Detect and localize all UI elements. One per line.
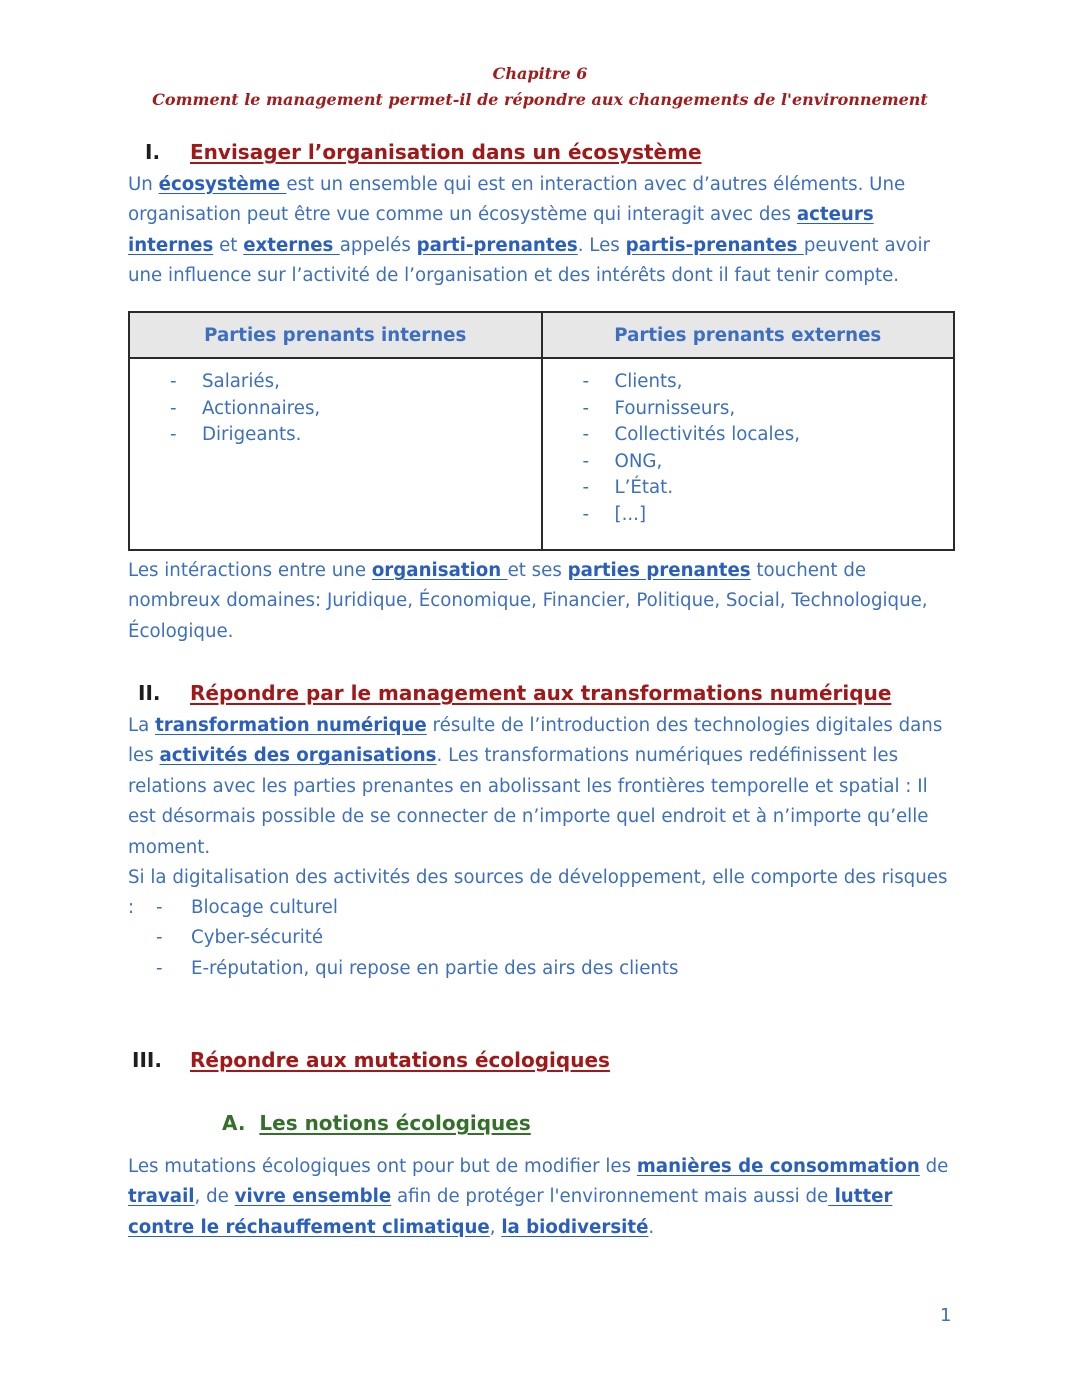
term-externes: externes xyxy=(243,234,340,256)
text: touchent de nombreux domaines: Juridique, Économique, Financier, Politique, Social, Technologique, Écologique. xyxy=(128,560,928,642)
list-item: - ONG, xyxy=(583,449,954,476)
section-3-paragraph xyxy=(128,1152,958,1243)
chapter-title: Comment le management permet-il de répondre aux changements de l'environnement xyxy=(152,90,928,109)
list-item: - L’État. xyxy=(583,475,954,502)
list-item: - Dirigeants. xyxy=(170,422,541,449)
term-activites-organisations: activités des organisations xyxy=(159,745,437,767)
text: et xyxy=(213,234,244,256)
text: . Les transformations numériques redéfinissent les relations avec les parties prenantes en abolissant les frontières temporelle et spatial : Il est désormais possible de se connecter de n’importe quel endroit et à n’importe qu’elle moment. xyxy=(128,745,929,858)
subsection-a-number: A. xyxy=(222,1111,246,1135)
section-3-heading xyxy=(128,1048,610,1072)
section-1-title: Envisager l’organisation dans un écosystème xyxy=(190,140,702,164)
term-organisation: organisation xyxy=(371,560,508,581)
header-internal: Parties prenants internes xyxy=(129,312,542,358)
term-parti-prenantes: parti-prenantes xyxy=(416,234,578,256)
list-item: - Actionnaires, xyxy=(170,396,541,423)
risks-intro: Si la digitalisation des activités des sources de développement, elle comporte des risques : xyxy=(128,867,948,919)
section-2-paragraph xyxy=(128,711,958,863)
page-number: 1 xyxy=(940,1305,952,1326)
list-item: - Collectivités locales, xyxy=(583,422,954,449)
term-partis-prenantes: partis-prenantes xyxy=(625,234,804,256)
section-2-heading xyxy=(128,681,891,705)
term-acteurs-internes: acteurs internes xyxy=(128,204,874,256)
list-item: - E-réputation, qui repose en partie des airs des clients xyxy=(156,954,679,984)
risks-list xyxy=(156,893,679,984)
text: . xyxy=(648,1216,655,1238)
list-item: - Cyber-sécurité xyxy=(156,923,679,953)
text: , xyxy=(489,1216,502,1238)
term-biodiversite: la biodiversité xyxy=(501,1216,649,1238)
stakeholders-table xyxy=(128,311,955,551)
text: La xyxy=(128,715,156,736)
term-ecosysteme: écosystème xyxy=(158,174,287,195)
text: . Les xyxy=(577,234,626,256)
term-travail: travail xyxy=(128,1186,195,1208)
text: peuvent avoir une influence sur l’activité de l’organisation et des intérêts dont il faut tenir compte. xyxy=(128,234,931,287)
section-2-number: II. xyxy=(138,681,161,705)
section-1-number: I. xyxy=(145,140,161,164)
list-item: - Fournisseurs, xyxy=(583,396,954,423)
list-item: - Blocage culturel xyxy=(156,893,679,923)
text: Un xyxy=(128,174,159,195)
text: , de xyxy=(194,1186,235,1208)
list-item: - [...] xyxy=(583,502,954,529)
text: Les mutations écologiques ont pour but de modifier les xyxy=(128,1156,637,1177)
text: est un ensemble qui est en interaction avec d’autres éléments. Une organisation peut être vue comme un écosystème qui interagit avec des xyxy=(128,174,906,226)
external-cell xyxy=(542,358,955,550)
text: et ses xyxy=(507,560,568,581)
section-3-title: Répondre aux mutations écologiques xyxy=(190,1048,610,1072)
text: de xyxy=(919,1156,949,1177)
interactions-paragraph xyxy=(128,556,958,647)
text: afin de protéger l'environnement mais aussi de xyxy=(391,1186,829,1208)
internal-cell xyxy=(129,358,542,550)
term-rechauffement: lutter contre le réchauffement climatique xyxy=(128,1186,893,1238)
text: résulte de l’introduction des technologies digitales dans les xyxy=(128,715,943,767)
external-list xyxy=(543,369,954,528)
section-1-heading xyxy=(128,140,702,164)
section-3-number: III. xyxy=(132,1048,162,1072)
section-1-paragraph xyxy=(128,170,958,292)
text: appelés xyxy=(339,234,417,256)
list-item: - Salariés, xyxy=(170,369,541,396)
chapter-number: Chapitre 6 xyxy=(492,64,588,83)
subsection-a-heading xyxy=(222,1111,531,1135)
term-parties-prenantes: parties prenantes xyxy=(567,560,751,581)
header-external: Parties prenants externes xyxy=(542,312,955,358)
list-item: - Clients, xyxy=(583,369,954,396)
term-vivre-ensemble: vivre ensemble xyxy=(234,1186,392,1208)
text: Les intéractions entre une xyxy=(128,560,372,581)
term-manieres-consommation: manières de consommation xyxy=(636,1156,920,1177)
subsection-a-title: Les notions écologiques xyxy=(259,1111,531,1135)
section-2-title: Répondre par le management aux transformations numérique xyxy=(190,681,892,705)
term-transformation-numerique: transformation numérique xyxy=(155,715,427,736)
internal-list xyxy=(130,369,541,449)
